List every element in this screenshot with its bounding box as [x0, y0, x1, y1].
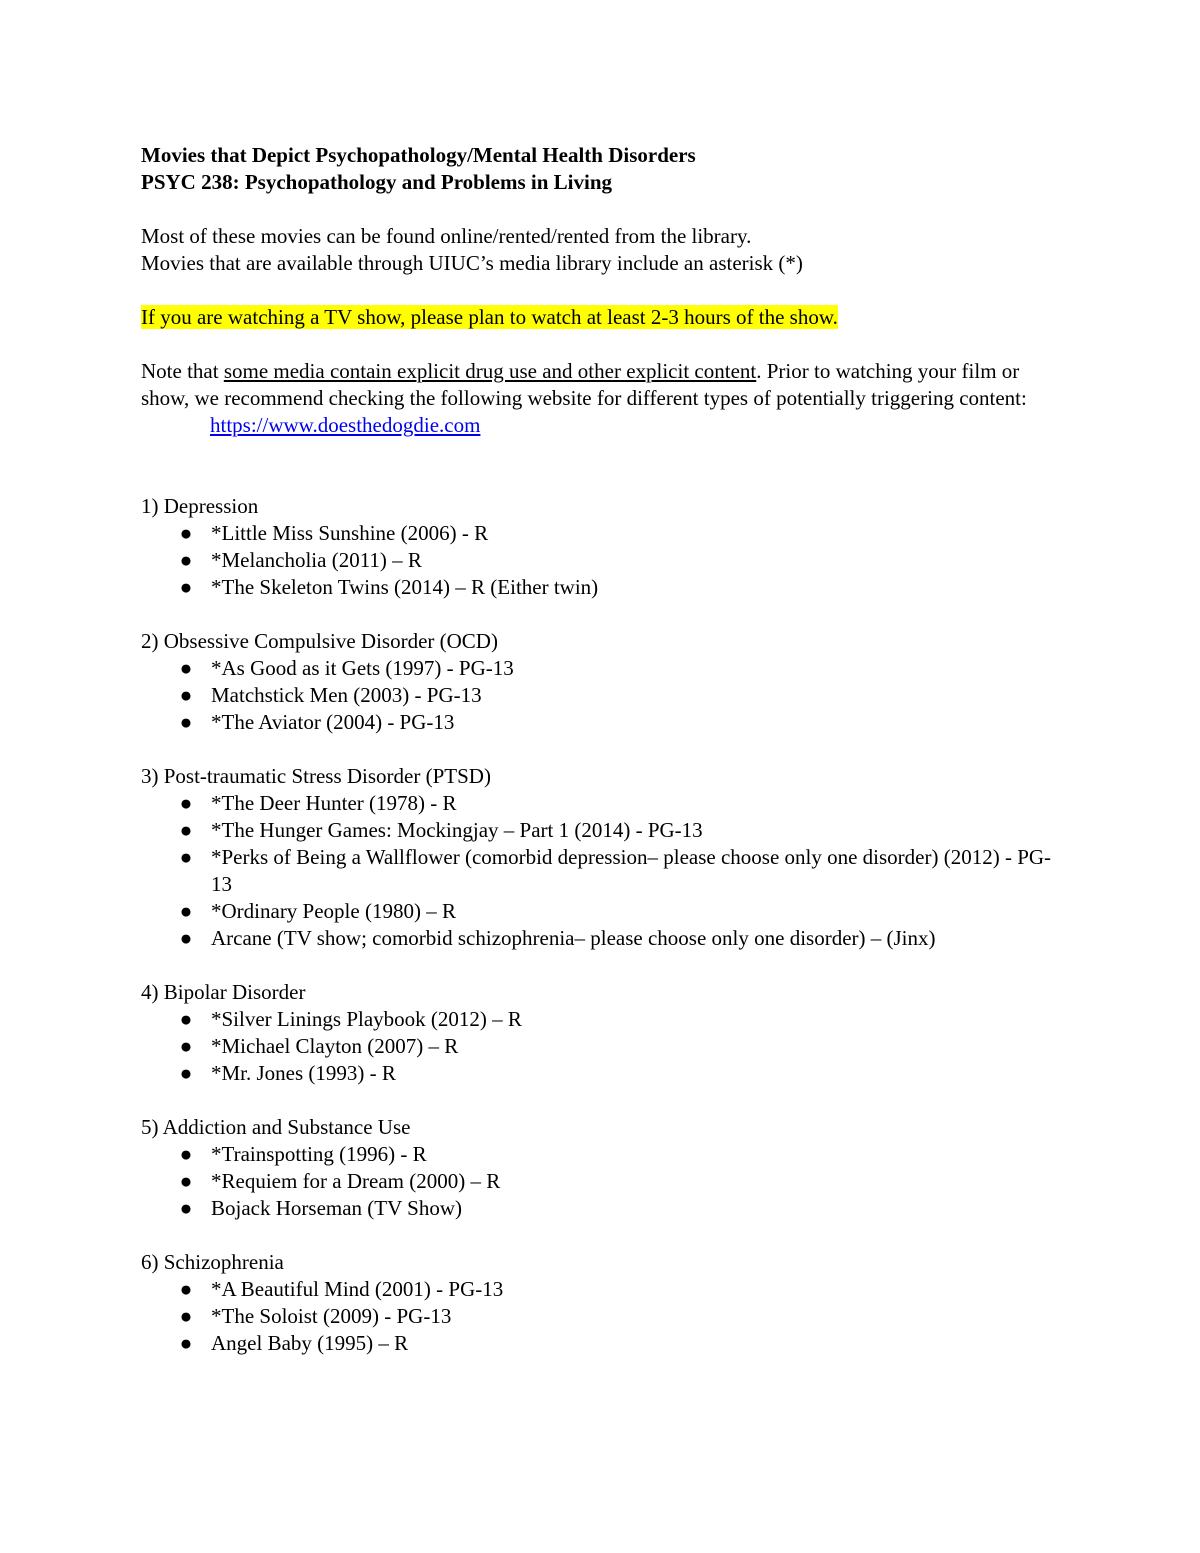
movie-list: [141, 1276, 1071, 1357]
section-heading: 5) Addiction and Substance Use: [141, 1115, 411, 1139]
movie-entry: *The Aviator (2004) - PG-13: [211, 710, 455, 734]
disorder-sections: [141, 493, 1071, 1357]
course-title: PSYC 238: Psychopathology and Problems in Living: [141, 170, 613, 194]
document-page: [141, 142, 1071, 1357]
bullet-icon: ●: [179, 1061, 193, 1085]
list-item: [141, 1195, 1071, 1222]
section-heading: 3) Post-traumatic Stress Disorder (PTSD): [141, 764, 491, 788]
bullet-icon: ●: [179, 683, 193, 707]
section-heading: 1) Depression: [141, 494, 259, 518]
movie-list: [141, 790, 1071, 952]
movie-entry: *A Beautiful Mind (2001) - PG-13: [211, 1277, 504, 1301]
bullet-icon: ●: [179, 656, 193, 680]
list-item: [141, 1141, 1071, 1168]
bullet-icon: ●: [179, 818, 193, 842]
movie-entry: *Melancholia (2011) – R: [211, 548, 422, 572]
bullet-icon: ●: [179, 791, 193, 815]
movie-entry: *Little Miss Sunshine (2006) - R: [211, 521, 489, 545]
document-title: Movies that Depict Psychopathology/Mental Health Disorders: [141, 143, 696, 167]
bullet-icon: ●: [179, 1007, 193, 1031]
list-item: [141, 817, 1071, 844]
spacer: [141, 1222, 1071, 1249]
movie-entry: *Perks of Being a Wallflower (comorbid depression– please choose only one disorder) (2012) - PG-13: [211, 845, 1052, 896]
movie-entry: *The Deer Hunter (1978) - R: [211, 791, 457, 815]
movie-entry: *Michael Clayton (2007) – R: [211, 1034, 459, 1058]
bullet-icon: ●: [179, 548, 193, 572]
list-item: [141, 925, 1071, 952]
spacer: [141, 1087, 1071, 1114]
movie-entry: *Silver Linings Playbook (2012) – R: [211, 1007, 522, 1031]
disorder-section: [141, 1249, 1071, 1357]
spacer: [141, 331, 1071, 358]
bullet-icon: ●: [179, 899, 193, 923]
movie-entry: Matchstick Men (2003) - PG-13: [211, 683, 482, 707]
spacer: [141, 196, 1071, 223]
bullet-icon: ●: [179, 1196, 193, 1220]
section-heading: 2) Obsessive Compulsive Disorder (OCD): [141, 629, 498, 653]
section-heading: 4) Bipolar Disorder: [141, 980, 306, 1004]
list-item: [141, 1006, 1071, 1033]
movie-entry: *The Hunger Games: Mockingjay – Part 1 (2014) - PG-13: [211, 818, 703, 842]
movie-list: [141, 1006, 1071, 1087]
intro-line-1: Most of these movies can be found online/rented/rented from the library.: [141, 224, 752, 248]
bullet-icon: ●: [179, 1034, 193, 1058]
disorder-section: [141, 979, 1071, 1087]
doesthedogdie-link[interactable]: https://www.doesthedogdie.com: [210, 413, 481, 437]
list-item: [141, 844, 1071, 898]
movie-entry: Arcane (TV show; comorbid schizophrenia– please choose only one disorder) – (Jinx): [211, 926, 936, 950]
movie-list: [141, 655, 1071, 736]
list-item: [141, 655, 1071, 682]
list-item: [141, 790, 1071, 817]
disorder-section: [141, 628, 1071, 736]
list-item: [141, 1330, 1071, 1357]
list-item: [141, 898, 1071, 925]
bullet-icon: ●: [179, 1331, 193, 1355]
list-item: [141, 547, 1071, 574]
list-item: [141, 709, 1071, 736]
bullet-icon: ●: [179, 710, 193, 734]
bullet-icon: ●: [179, 926, 193, 950]
movie-entry: *Trainspotting (1996) - R: [211, 1142, 427, 1166]
spacer: [141, 601, 1071, 628]
bullet-icon: ●: [179, 1169, 193, 1193]
list-item: [141, 1033, 1071, 1060]
bullet-icon: ●: [179, 1277, 193, 1301]
bullet-icon: ●: [179, 1304, 193, 1328]
movie-entry: *The Skeleton Twins (2014) – R (Either twin): [211, 575, 599, 599]
list-item: [141, 1303, 1071, 1330]
note-suffix: . Prior to watching your film or show, we recommend checking the following website for different types of potentially triggering content:: [141, 359, 1027, 410]
spacer: [141, 952, 1071, 979]
disorder-section: [141, 1114, 1071, 1222]
list-item: [141, 682, 1071, 709]
list-item: [141, 1168, 1071, 1195]
note-underlined: some media contain explicit drug use and other explicit content: [223, 359, 757, 383]
bullet-icon: ●: [179, 521, 193, 545]
bullet-icon: ●: [179, 845, 193, 869]
list-item: [141, 520, 1071, 547]
movie-entry: *As Good as it Gets (1997) - PG-13: [211, 656, 514, 680]
movie-entry: *The Soloist (2009) - PG-13: [211, 1304, 452, 1328]
bullet-icon: ●: [179, 575, 193, 599]
tv-show-notice: [141, 304, 1071, 331]
movie-entry: Bojack Horseman (TV Show): [211, 1196, 462, 1220]
disorder-section: [141, 763, 1071, 952]
bullet-icon: ●: [179, 1142, 193, 1166]
movie-entry: Angel Baby (1995) – R: [211, 1331, 409, 1355]
movie-entry: *Ordinary People (1980) – R: [211, 899, 456, 923]
list-item: [141, 1276, 1071, 1303]
intro-line-2: Movies that are available through UIUC’s media library include an asterisk (*): [141, 251, 803, 275]
movie-list: [141, 520, 1071, 601]
spacer: [141, 439, 1071, 493]
disorder-section: [141, 493, 1071, 601]
note-prefix: Note that: [141, 359, 224, 383]
link-line: [141, 412, 1071, 439]
movie-entry: *Mr. Jones (1993) - R: [211, 1061, 396, 1085]
highlighted-notice: If you are watching a TV show, please plan to watch at least 2-3 hours of the show.: [141, 305, 838, 329]
spacer: [141, 736, 1071, 763]
spacer: [141, 277, 1071, 304]
movie-entry: *Requiem for a Dream (2000) – R: [211, 1169, 501, 1193]
list-item: [141, 1060, 1071, 1087]
content-warning-note: [141, 358, 1071, 412]
section-heading: 6) Schizophrenia: [141, 1250, 284, 1274]
movie-list: [141, 1141, 1071, 1222]
list-item: [141, 574, 1071, 601]
